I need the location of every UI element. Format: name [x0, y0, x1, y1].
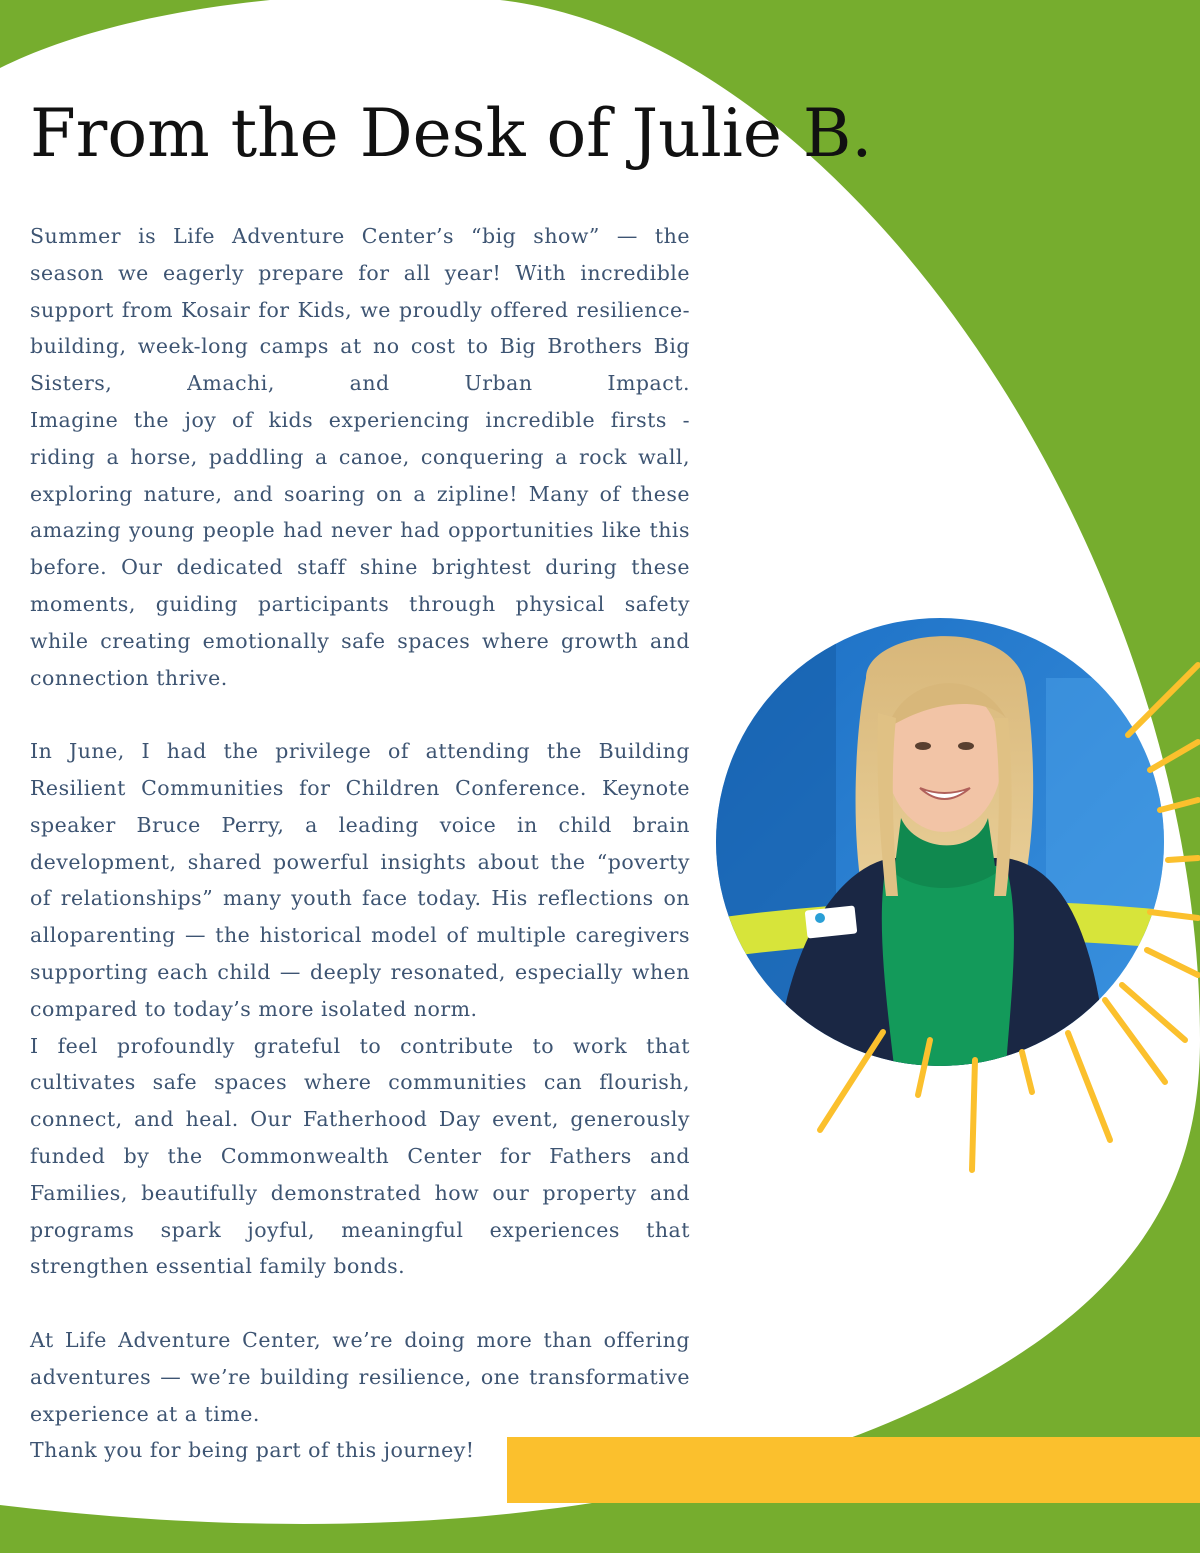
paragraph-gap: [30, 1285, 690, 1322]
paragraph-summer: Summer is Life Adventure Center’s “big show” — the season we eagerly prepare for all year! With incredible support from Kosair for Kids, we proudly offered resilience-building, week-long camps at no cost to Big Brothers Big Sisters, Amachi, and Urban Impact.: [30, 224, 690, 396]
paragraph-gratitude: I feel profoundly grateful to contribute to work that cultivates safe spaces where communities can flourish, connect, and heal. Our Fatherhood Day event, generously funded by the Commonwealth Center for Fathers and Families, beautifully demonstrated how our property and programs spark joyful, meaningful experiences that strengthen essential family bonds.: [30, 1033, 690, 1279]
paragraph-resilience: At Life Adventure Center, we’re doing more than offering adventures — we’re building resilience, one transformative experience at a time.: [30, 1327, 690, 1426]
paragraph-firsts: Imagine the joy of kids experiencing incredible firsts - riding a horse, paddling a canoe, conquering a rock wall, exploring nature, and soaring on a zipline! Many of these amazing young people had never had opportunities like this before. Our dedicated staff shine brightest during these moments, guiding participants through physical safety while creating emotionally safe spaces where growth and connection thrive.: [30, 407, 690, 690]
portrait-photo: [716, 618, 1164, 1066]
portrait-photo-icon: [716, 618, 1164, 1066]
letter-body: [30, 218, 690, 1469]
green-corner-top-left: [0, 0, 270, 68]
paragraph-gap: [30, 696, 690, 733]
name-badge: [805, 905, 858, 938]
page-title: From the Desk of Julie B.: [30, 95, 873, 172]
paragraph-thanks: Thank you for being part of this journey!: [30, 1438, 475, 1463]
paragraph-conference: In June, I had the privilege of attending the Building Resilient Communities for Children Conference. Keynote speaker Bruce Perry, a leading voice in child brain development, shared powerful insights about the “poverty of relationships” many youth face today. His reflections on alloparenting — the historical model of multiple caregivers supporting each child — deeply resonated, especially when compared to today’s more isolated norm.: [30, 739, 690, 1021]
